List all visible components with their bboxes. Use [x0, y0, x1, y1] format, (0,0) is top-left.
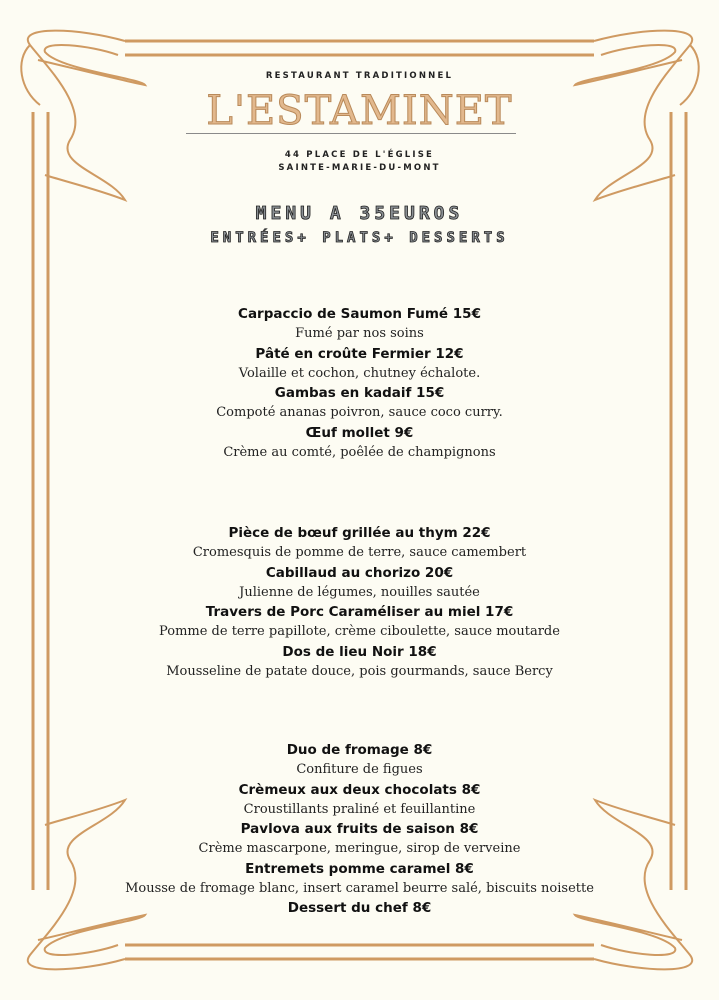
- menu-item-name: Pâté en croûte Fermier 12€: [255, 345, 464, 362]
- address-line-1: 44 PLACE DE L'ÉGLISE: [284, 150, 435, 160]
- restaurant-subtitle: RESTAURANT TRADITIONNEL: [265, 71, 454, 81]
- restaurant-logo: L'ESTAMINET: [206, 88, 513, 134]
- menu-item-desc: Pomme de terre papillote, crème ciboulette, sauce moutarde: [159, 624, 560, 639]
- menu-item-name: Dessert du chef 8€: [287, 900, 432, 916]
- menu-title: MENU A 35EUROS: [255, 203, 464, 224]
- plats-section: [0, 523, 719, 681]
- menu-item-desc: Crème mascarpone, meringue, sirop de verveine: [198, 841, 521, 856]
- menu-item-desc: Croustillants praliné et feuillantine: [243, 801, 476, 817]
- entrees-section: [0, 304, 719, 462]
- address-line-2: SAINTE-MARIE-DU-MONT: [278, 163, 441, 173]
- menu-item-desc: Julienne de légumes, nouilles sautée: [239, 584, 480, 600]
- menu-item-desc: Fumé par nos soins: [295, 326, 424, 341]
- menu-item-name: Duo de fromage 8€: [286, 742, 433, 758]
- menu-item-name: Pièce de bœuf grillée au thym 22€: [228, 525, 491, 541]
- menu-item-desc: Cromesquis de pomme de terre, sauce camembert: [192, 545, 527, 560]
- menu-item-desc: Volaille et cochon, chutney échalote.: [238, 365, 481, 381]
- menu-item-desc: Mousseline de patate douce, pois gourmands, sauce Bercy: [166, 663, 553, 679]
- menu-item-name: Gambas en kadaif 15€: [274, 385, 445, 401]
- desserts-section: [0, 740, 719, 918]
- menu-item-name: Travers de Porc Caraméliser au miel 17€: [205, 604, 514, 620]
- menu-item-desc: Crème au comté, poêlée de champignons: [223, 444, 496, 460]
- menu-item-name: Pavlova aux fruits de saison 8€: [240, 821, 479, 837]
- menu-item-name: Œuf mollet 9€: [305, 424, 414, 441]
- menu-item-name: Crèmeux aux deux chocolats 8€: [238, 781, 481, 798]
- menu-item-desc: Confiture de figues: [296, 762, 423, 777]
- menu-subtitle: ENTRÉES+ PLATS+ DESSERTS: [210, 230, 509, 246]
- menu-item-name: Cabillaud au chorizo 20€: [265, 564, 454, 581]
- menu-item-name: Dos de lieu Noir 18€: [282, 643, 437, 660]
- menu-item-desc: Mousse de fromage blanc, insert caramel beurre salé, biscuits noisette: [125, 880, 594, 896]
- divider: [186, 133, 516, 134]
- menu-item-name: Entremets pomme caramel 8€: [245, 860, 474, 877]
- menu-item-name: Carpaccio de Saumon Fumé 15€: [238, 306, 481, 322]
- menu-item-desc: Compoté ananas poivron, sauce coco curry.: [216, 405, 503, 420]
